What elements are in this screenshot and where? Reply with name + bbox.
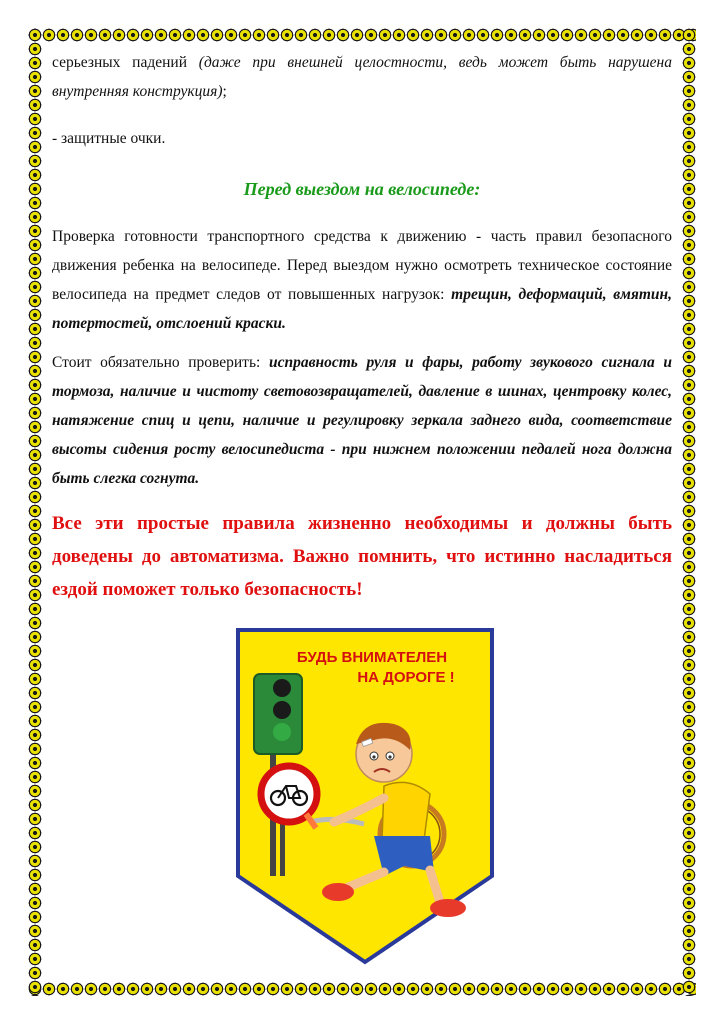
text: . (281, 315, 286, 332)
safety-poster (234, 626, 496, 966)
emphasis-text: трещин, деформаций, вмятин, потертостей, отслоений краски (52, 286, 672, 332)
text: . (195, 470, 200, 487)
text: Проверка готовности транспортного средства к движению - часть правил безопасного движения ребенка на велосипеде. Перед выездом нужно осмотреть техническое состояние велосипеда на предмет следов от повышенных нагрузок: (52, 228, 672, 303)
decorative-border-top (28, 28, 696, 42)
document-body (52, 48, 672, 606)
emphasis-text: исправность руля и фары, работу звукового сигнала и тормоза, наличие и чистоту световозвращателей, давление в шинах, центровку колес, натяжение спиц и цепи, наличие и регулировку зеркала заднего вида, соответствие высоты сидения росту велосипедиста - при нижнем положении педалей нога должна быть слегка согнута (52, 354, 672, 487)
paragraph-must-check (52, 348, 672, 493)
decorative-border-bottom (28, 982, 696, 996)
poster-title-line2: НА ДОРОГЕ ! (357, 669, 455, 686)
paragraph-check (52, 222, 672, 338)
paragraph-falls (52, 48, 672, 106)
text: ; (222, 83, 227, 100)
paragraph-glasses: - защитные очки. (52, 130, 166, 147)
decorative-border-right (682, 28, 696, 996)
italic-note: (даже при внешней целостности, ведь может быть нарушена внутренняя конструкция) (52, 54, 672, 100)
text: серьезных падений (52, 54, 199, 71)
section-heading: Перед выездом на велосипеде: (243, 179, 481, 199)
text: Стоит обязательно проверить: (52, 354, 269, 371)
poster-title-line1: БУДЬ ВНИМАТЕЛЕН (296, 649, 448, 666)
decorative-border-left (28, 28, 42, 996)
warning-text: Все эти простые правила жизненно необходимы и должны быть доведены до автоматизма. Важно помнить, что истинно насладиться ездой поможет только безопасность! (52, 513, 672, 600)
